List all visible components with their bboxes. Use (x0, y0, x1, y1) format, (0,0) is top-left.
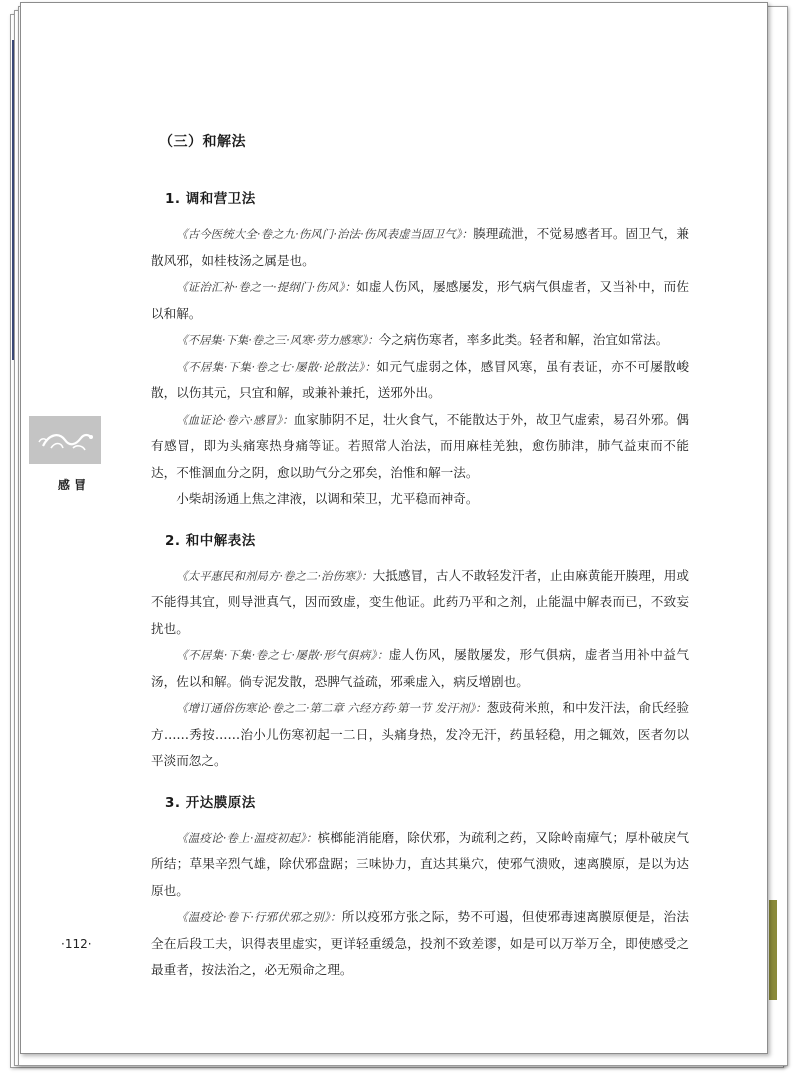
paragraph (151, 486, 689, 513)
citation: 《不居集·下集·卷之三·风寒·劳力感寒》： (176, 333, 379, 347)
paragraph (151, 274, 689, 327)
citation: 《温疫论·卷下·行邪伏邪之别》： (176, 910, 342, 924)
paragraph-text: 葱豉荷米煎，和中发汗法，俞氏经验方……秀按……治小儿伤寒初起一二日，头痛身热，发冷无汗，药虽轻稳，用之辄效，医者勿以平淡而忽之。 (151, 700, 690, 768)
paragraph (151, 354, 689, 407)
section-gap (151, 775, 689, 791)
paragraph-text: 小柴胡汤通上焦之津液，以调和荣卫，尤平稳而神奇。 (176, 491, 479, 506)
paragraph-text: 所以疫邪方张之际，势不可遏，但使邪毒速离膜原便是，治法全在后段工夫，识得表里虚实，更详轻重缓急，投剂不致差谬，如是可以万举万全，即使感受之最重者，按法治之，必无殒命之理。 (151, 909, 690, 977)
citation: 《太平惠民和剂局方·卷之二·治伤寒》： (176, 568, 373, 583)
subsection-title-1: 1. 调和营卫法 (165, 191, 256, 207)
paragraph (151, 407, 689, 487)
book-page (20, 2, 768, 1054)
subsection-title-2: 2. 和中解表法 (165, 532, 256, 549)
paragraph (151, 563, 689, 643)
citation: 《不居集·下集·卷之七·屡散·论散法》： (176, 359, 377, 374)
paragraph-text: 虚人伤风，屡散屡发，形气俱病，虚者当用补中益气汤，佐以和解。倘专泥发散，恐脾气益疏，邪乘虚入，病反增剧也。 (151, 647, 689, 689)
page-stack-edge-olive (769, 900, 777, 1000)
paragraph-text: 血家肺阴不足，壮火食气，不能散达于外，故卫气虚索，易召外邪。偶有感冒，即为头痛寒热身痛等证。若照常人治法，而用麻桂羌独，愈伤肺津，肺气益束而不能达，不惟涸血分之阴，愈以助气分之邪矣，治惟和解一法。 (151, 411, 689, 480)
section-gap (151, 513, 689, 529)
chapter-side-label: 感 冒 (57, 478, 87, 492)
page-number: ·112· (61, 937, 92, 951)
paragraph (151, 327, 689, 354)
paragraph-text: 腠理疏泄，不觉易感者耳。固卫气，兼散风邪，如桂枝汤之属是也。 (151, 226, 689, 268)
dragon-icon (29, 416, 101, 464)
page-content (151, 131, 689, 984)
citation: 《古今医统大全·卷之九·伤风门·治法·伤风表虚当固卫气》： (176, 227, 474, 241)
citation: 《不居集·下集·卷之七·屡散·形气俱病》： (176, 648, 389, 662)
paragraph (151, 825, 689, 905)
paragraph-text: 如元气虚弱之体，感冒风寒，虽有表证，亦不可屡散峻散，以伤其元，只宜和解，或兼补兼托，送邪外出。 (151, 358, 690, 400)
citation: 《证治汇补·卷之一·提纲门·伤风》： (176, 280, 357, 294)
paragraph-text: 如虚人伤风，屡感屡发，形气病气俱虚者，又当补中，而佐以和解。 (151, 279, 689, 321)
subsection-title-3: 3. 开达膜原法 (165, 794, 256, 811)
paragraph-text: 槟榔能消能磨，除伏邪，为疏利之药，又除岭南瘴气；厚朴破戾气所结；草果辛烈气雄，除伏邪盘踞；三味协力，直达其巢穴，使邪气溃败，速离膜原，是以为达原也。 (151, 829, 690, 898)
section-title: （三）和解法 (159, 134, 246, 150)
citation: 《血证论·卷六·感冒》： (176, 412, 294, 427)
paragraph (151, 221, 689, 274)
paragraph (151, 695, 689, 775)
paragraph-text: 大抵感冒，古人不敢轻发汗者，止由麻黄能开腠理，用或不能得其宜，则导泄真气，因而致虚，变生他证。此药乃平和之剂，止能温中解表而已，不致妄扰也。 (151, 567, 690, 636)
citation: 《温疫论·卷上·温疫初起》： (176, 830, 318, 845)
citation: 《增订通俗伤寒论·卷之二·第二章 六经方药·第一节 发汗剂》： (176, 701, 487, 715)
paragraph-text: 今之病伤寒者，率多此类。轻者和解，治宜如常法。 (378, 332, 669, 347)
chapter-emblem (29, 416, 101, 464)
paragraph (151, 904, 689, 984)
paragraph (151, 642, 689, 695)
